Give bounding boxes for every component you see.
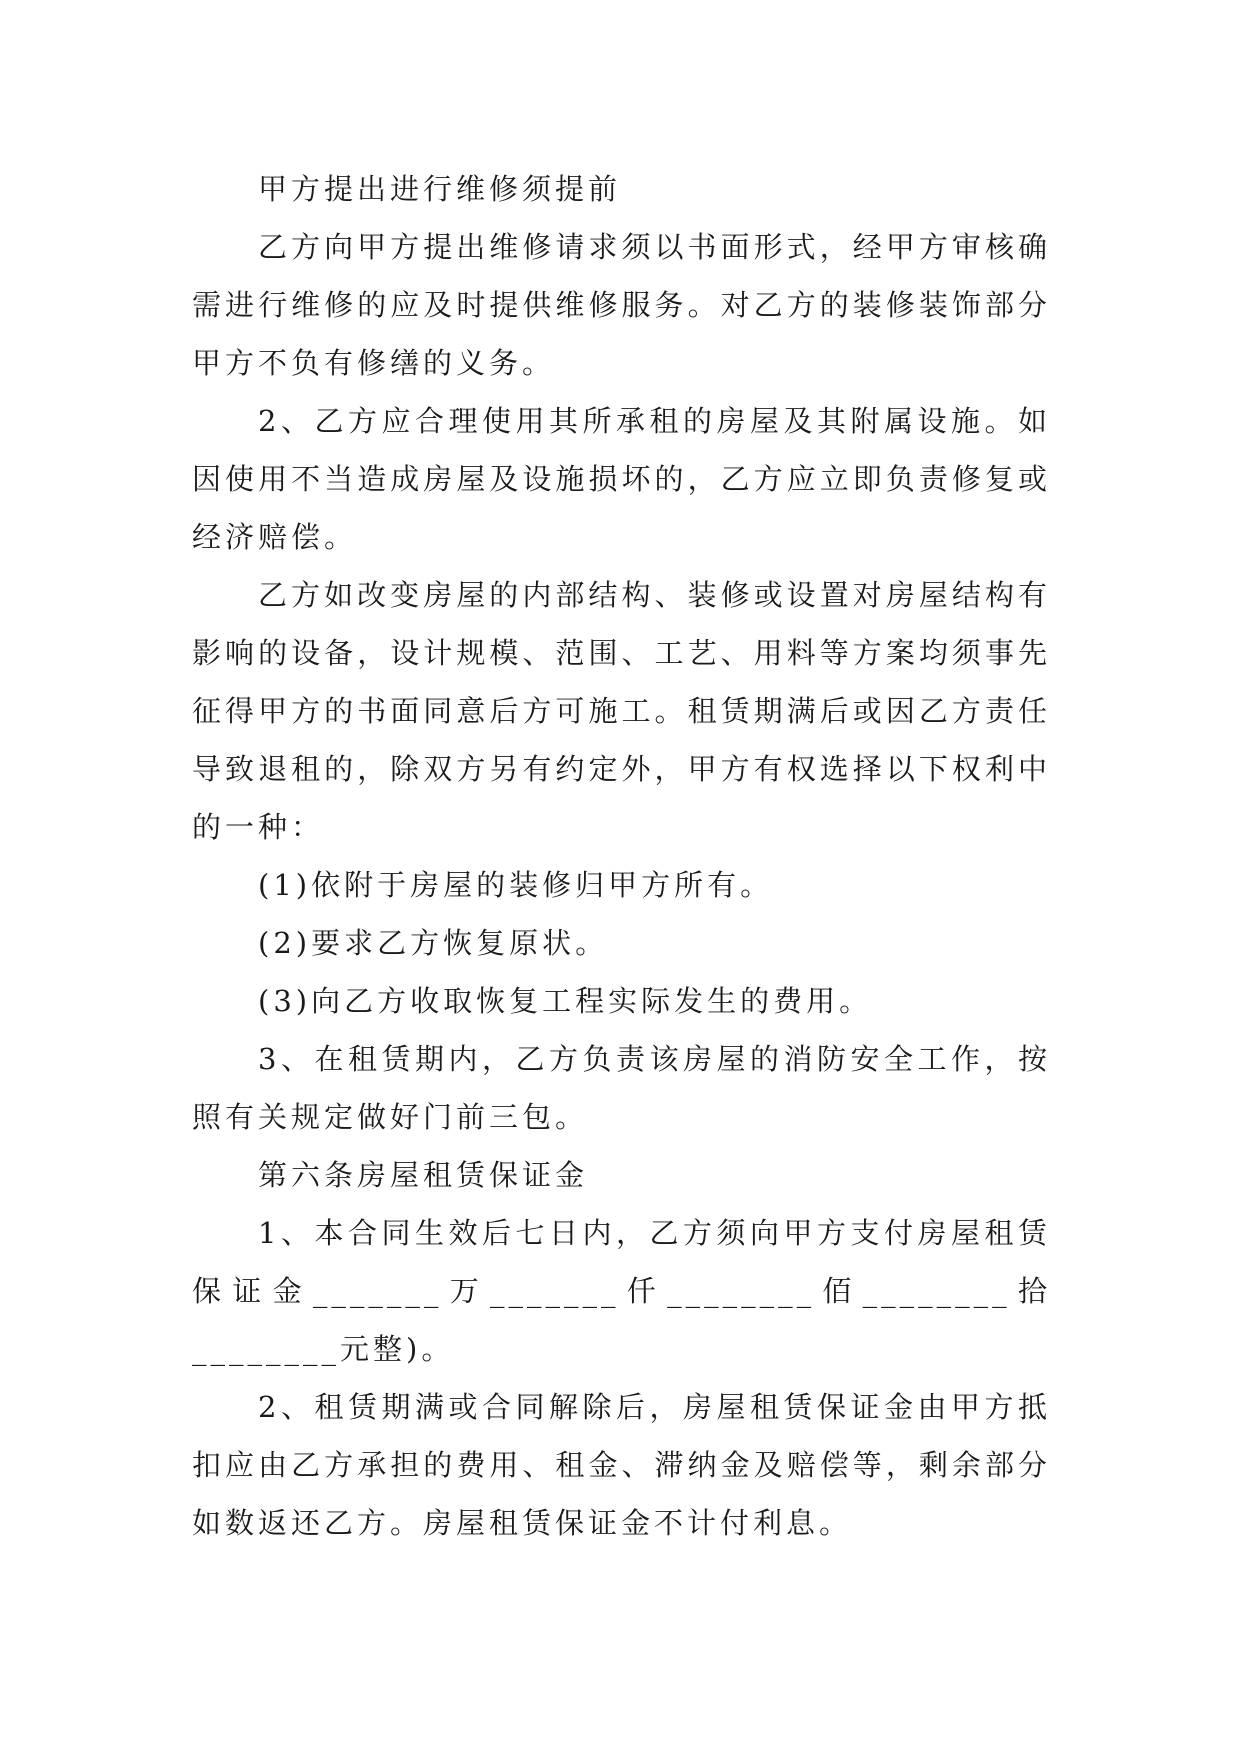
section-heading-article-6: 第六条房屋租赁保证金 <box>258 1158 589 1192</box>
paragraph-repair-request: 乙方向甲方提出维修请求须以书面形式，经甲方审核确需进行维修的应及时提供维修服务。对乙方的装修装饰部分甲方不负有修缮的义务。 <box>192 230 1051 380</box>
paragraph-repair-notice: 甲方提出进行维修须提前 <box>258 172 622 206</box>
paragraph-clause-2-proper-use: 2、乙方应合理使用其所承租的房屋及其附属设施。如因使用不当造成房屋及设施损坏的，乙方应立即负责修复或经济赔偿。 <box>192 404 1051 554</box>
paragraph-option-1: (1)依附于房屋的装修归甲方所有。 <box>258 868 774 902</box>
document-page <box>192 160 1051 1552</box>
paragraph-structure-change: 乙方如改变房屋的内部结构、装修或设置对房屋结构有影响的设备，设计规模、范围、工艺、用料等方案均须事先征得甲方的书面同意后方可施工。租赁期满后或因乙方责任导致退租的，除双方另有约定外，甲方有权选择以下权利中的一种： <box>192 578 1051 844</box>
paragraph-clause-3-fire-safety: 3、在租赁期内，乙方负责该房屋的消防安全工作，按照有关规定做好门前三包。 <box>192 1042 1051 1134</box>
paragraph-deposit-return: 2、租赁期满或合同解除后，房屋租赁保证金由甲方抵扣应由乙方承担的费用、租金、滞纳金及赔偿等，剩余部分如数返还乙方。房屋租赁保证金不计付利息。 <box>192 1390 1051 1540</box>
paragraph-option-2: (2)要求乙方恢复原状。 <box>258 926 609 960</box>
paragraph-option-3: (3)向乙方收取恢复工程实际发生的费用。 <box>258 984 873 1018</box>
paragraph-deposit-payment: 1、本合同生效后七日内，乙方须向甲方支付房屋租赁保证金_______万_______仟________佰________拾________元整)。 <box>192 1216 1051 1366</box>
